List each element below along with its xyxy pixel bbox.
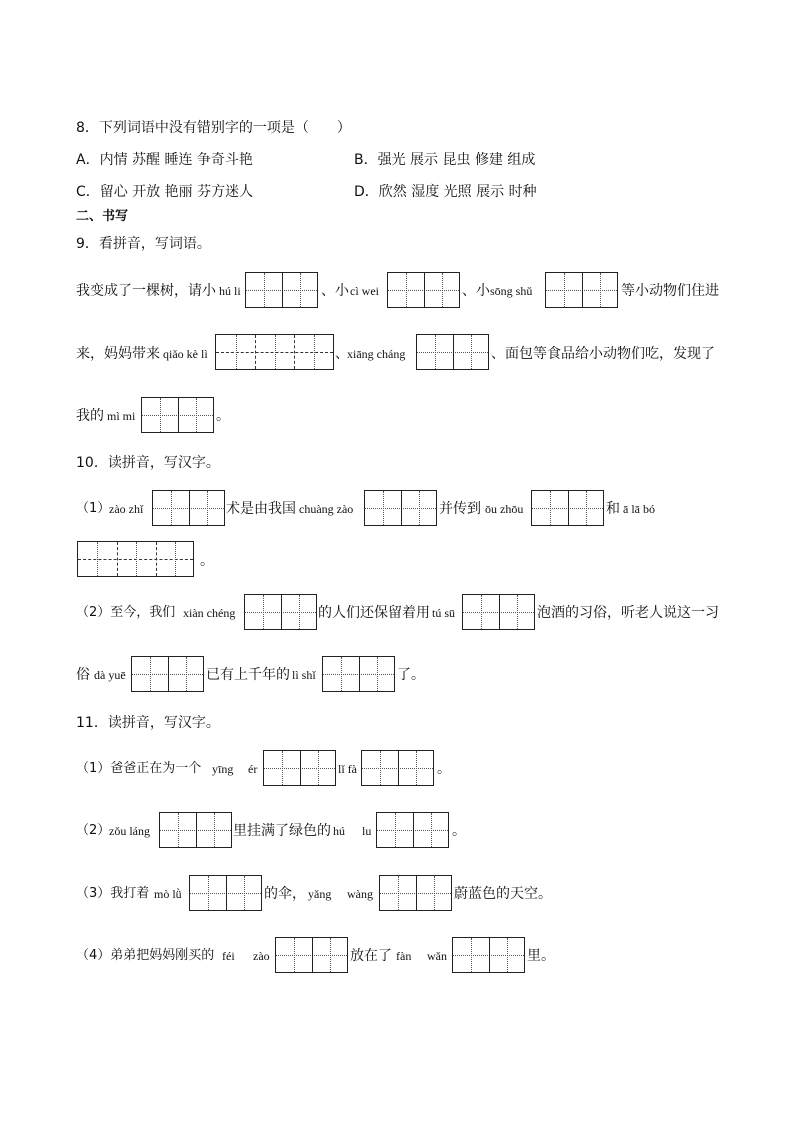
q11-stem: 11．读拼音，写汉字。 xyxy=(76,715,220,731)
q11-text: 的伞， xyxy=(264,886,306,902)
q9-text: 等小动物们住进 xyxy=(621,283,719,299)
pinyin-label: sōng shǔ xyxy=(490,284,533,298)
q10-text: 和 xyxy=(606,501,620,517)
q9-text: 我的 xyxy=(76,408,104,424)
pinyin-label: dà yuē xyxy=(94,668,126,682)
pinyin-label: lu xyxy=(362,824,372,838)
q11-text: 蔚蓝色的天空。 xyxy=(454,886,552,902)
pinyin-label: xiàn chéng xyxy=(183,606,236,620)
q11-text: （4）弟弟把妈妈刚买的 xyxy=(76,948,215,963)
pinyin-label: féi xyxy=(222,949,235,963)
pinyin-label: zào xyxy=(253,949,270,963)
q9-text: 。 xyxy=(216,408,230,424)
pinyin-label: lì shǐ xyxy=(292,668,316,682)
q9-text: 、小 xyxy=(321,283,349,299)
pinyin-label: qiǎo kè lì xyxy=(163,347,208,361)
q10-text: 俗 xyxy=(76,667,90,683)
q8-option-d: D．欣然 湿度 光照 展示 时种 xyxy=(354,184,537,200)
writing-grid[interactable] xyxy=(416,334,489,370)
writing-grid[interactable] xyxy=(159,812,232,848)
writing-grid[interactable] xyxy=(275,937,348,973)
writing-grid[interactable] xyxy=(452,937,525,973)
q10-text: 已有上千年的 xyxy=(206,667,290,683)
pinyin-label: hú xyxy=(333,824,345,838)
writing-grid[interactable] xyxy=(322,656,395,692)
pinyin-label: wǎn xyxy=(427,949,447,963)
q9-text: 、 xyxy=(335,346,349,362)
q10-text: 术是由我国 xyxy=(226,501,296,517)
q8-option-c: C．留心 开放 艳丽 芬方迷人 xyxy=(76,184,254,200)
pinyin-label: yīng xyxy=(212,762,234,776)
pinyin-label: yǎng xyxy=(308,887,332,901)
pinyin-label: lǐ fà xyxy=(338,762,357,776)
writing-grid[interactable] xyxy=(263,750,336,786)
q10-text: 了。 xyxy=(397,667,425,683)
pinyin-label: chuàng zào xyxy=(299,502,354,516)
writing-grid[interactable] xyxy=(462,594,535,630)
pinyin-label: ér xyxy=(248,762,258,776)
q11-text: 里。 xyxy=(527,948,555,964)
q11-text: （1）爸爸正在为一个 xyxy=(76,761,202,776)
writing-grid[interactable] xyxy=(379,875,452,911)
q9-text: 我变成了一棵树，请小 xyxy=(76,283,216,299)
pinyin-label: fàn xyxy=(396,949,412,963)
writing-grid[interactable] xyxy=(244,594,317,630)
pinyin-label: zào zhǐ xyxy=(109,502,144,516)
writing-grid[interactable] xyxy=(215,334,334,370)
writing-grid[interactable] xyxy=(361,750,434,786)
writing-grid[interactable] xyxy=(245,272,318,308)
pinyin-label: xiāng cháng xyxy=(347,347,406,361)
q10-text: （1） xyxy=(76,501,111,516)
section-heading: 二、书写 xyxy=(76,209,129,224)
pinyin-label: zǒu láng xyxy=(109,824,150,838)
pinyin-label: cì wei xyxy=(350,284,379,298)
q9-text: 来，妈妈带来 xyxy=(76,346,160,362)
writing-grid[interactable] xyxy=(189,875,262,911)
pinyin-label: mì mi xyxy=(107,409,136,423)
q11-text: 。 xyxy=(437,761,451,777)
q9-stem: 9．看拼音，写词语。 xyxy=(76,236,211,252)
q8-stem: 8．下列词语中没有错别字的一项是（ ） xyxy=(76,120,351,136)
pinyin-label: wàng xyxy=(347,887,373,901)
writing-grid[interactable] xyxy=(364,490,437,526)
pinyin-label: ā lā bó xyxy=(623,502,655,516)
q8-option-a: A．内情 苏醒 睡连 争奇斗艳 xyxy=(76,152,253,168)
q11-text: （3）我打着 xyxy=(76,886,150,901)
q11-text: 。 xyxy=(452,823,466,839)
pinyin-label: tú sū xyxy=(432,606,456,620)
q10-text: 的人们还保留着用 xyxy=(318,605,430,621)
q9-text: 、小 xyxy=(462,283,490,299)
q10-text: 并传到 xyxy=(439,501,481,517)
pinyin-label: hú li xyxy=(219,284,241,298)
writing-grid[interactable] xyxy=(545,272,618,308)
writing-grid[interactable] xyxy=(152,490,225,526)
writing-grid[interactable] xyxy=(141,397,214,433)
q8-option-b: B．强光 展示 昆虫 修建 组成 xyxy=(354,152,536,168)
q11-text: 放在了 xyxy=(350,948,392,964)
writing-grid[interactable] xyxy=(376,812,449,848)
writing-grid[interactable] xyxy=(131,656,204,692)
q10-stem: 10．读拼音，写汉字。 xyxy=(76,455,220,471)
q10-text: 。 xyxy=(200,553,214,569)
q11-text: （2） xyxy=(76,823,111,838)
writing-grid[interactable] xyxy=(531,490,604,526)
q11-text: 里挂满了绿色的 xyxy=(233,823,331,839)
q10-text: （2）至今，我们 xyxy=(76,605,176,620)
pinyin-label: ōu zhōu xyxy=(485,502,524,516)
q9-text: 、面包等食品给小动物们吃，发现了 xyxy=(491,346,715,362)
writing-grid[interactable] xyxy=(387,272,460,308)
writing-grid[interactable] xyxy=(77,541,194,577)
q10-text: 泡酒的习俗，听老人说这一习 xyxy=(537,605,719,621)
pinyin-label: mò lǜ xyxy=(154,887,182,901)
